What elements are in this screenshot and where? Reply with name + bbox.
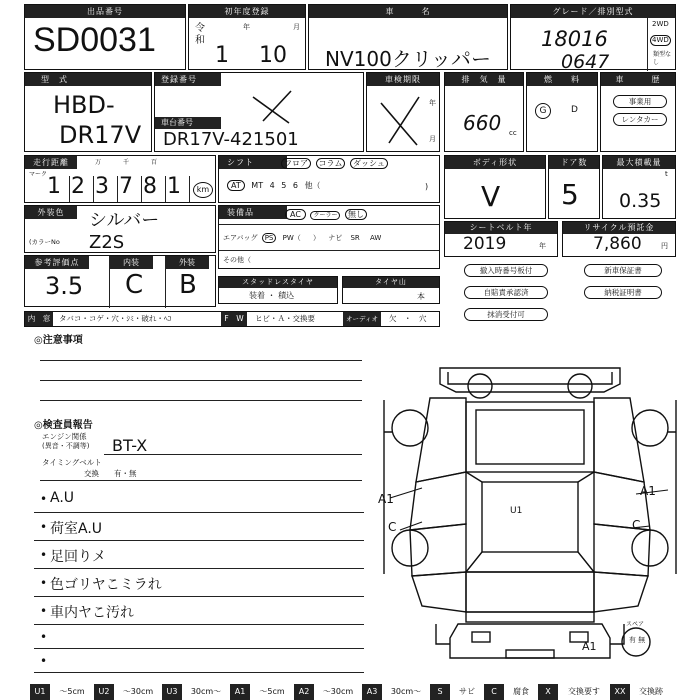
- equip-sr: SR: [350, 234, 360, 242]
- body-box: [444, 155, 546, 219]
- history-header: 車 歴: [601, 73, 675, 86]
- eval-exterior: B: [179, 270, 197, 300]
- recycle-value: 7,860: [593, 234, 642, 254]
- mileage-digit: 8: [143, 174, 157, 199]
- legend-key: U2: [94, 684, 114, 700]
- equip-other-label: その他（: [223, 256, 251, 264]
- registration-header: 登録番号: [155, 73, 221, 86]
- lot-number-box: [24, 4, 186, 70]
- fuel-box: [526, 72, 598, 152]
- equip-navi: ナビ: [328, 234, 343, 242]
- shift-other: 他（: [304, 181, 321, 190]
- body-header: ボディ形状: [445, 156, 545, 169]
- mileage-mark-label: マーク: [29, 171, 48, 178]
- engine-value: BT-X: [112, 436, 148, 455]
- equipment-row2: [223, 232, 381, 244]
- check-plate: 撤入時番号板付: [464, 264, 548, 277]
- load-unit: t: [665, 170, 668, 178]
- caution-title: ◎注意事項: [34, 335, 83, 346]
- legend-text: ～5cm: [59, 687, 85, 696]
- shift-5: 5: [281, 181, 287, 190]
- seatbelt-value: 2019: [463, 234, 507, 254]
- inspector-item: •: [34, 650, 364, 673]
- timing-label: タイミングベルト: [42, 458, 102, 467]
- legend-text: ～30cm: [322, 687, 354, 696]
- displacement-header: 排 気 量: [445, 73, 523, 86]
- shift-options-bottom: [227, 180, 321, 192]
- chassis-number: DR17V-421501: [163, 129, 299, 150]
- grade-type: 0647: [561, 51, 610, 73]
- recycle-box: [562, 221, 676, 257]
- inspector-title: ◎検査員報告: [34, 420, 93, 431]
- legend-key: C: [484, 684, 504, 700]
- color-code: Z2S: [89, 232, 125, 253]
- eval-interior: C: [125, 270, 144, 300]
- seatbelt-unit: 年: [539, 242, 546, 250]
- damage-mark: A1: [582, 640, 597, 653]
- eval-box: [24, 255, 216, 307]
- studless-box: [218, 276, 338, 304]
- eval-header: 参考評価点: [25, 256, 89, 269]
- mileage-digit: 1: [167, 174, 181, 199]
- shift-mt: MT: [251, 181, 264, 190]
- equipment-header: 装備品: [219, 206, 287, 219]
- check-insurance: 自賠責承認済: [464, 286, 548, 299]
- legend-key: S: [430, 684, 450, 700]
- mileage-digit: 3: [95, 174, 109, 199]
- equip-pw-close: ）: [312, 234, 320, 242]
- legend-text: ～30cm: [122, 687, 154, 696]
- legend-text: ～5cm: [259, 687, 285, 696]
- mileage-unit-hyaku: 百: [151, 159, 158, 166]
- check-deregister: 抹消受付可: [464, 308, 548, 321]
- mileage-unit: km: [193, 182, 213, 198]
- check-list: [444, 262, 676, 324]
- inspector-item: •: [34, 626, 364, 649]
- legend-key: A2: [294, 684, 314, 700]
- doors-header: ドア数: [549, 156, 599, 169]
- legend-key: A1: [230, 684, 250, 700]
- damage-legend: [30, 684, 670, 700]
- fw-label: F W: [221, 312, 247, 326]
- damage-mark: A1: [378, 492, 394, 506]
- inspection-header: 車検期限: [367, 73, 439, 86]
- equip-cooler: クーラー: [310, 211, 340, 220]
- grade-header: グレード／排別型式: [511, 5, 675, 18]
- mileage-unit-man: 万: [95, 159, 102, 166]
- equip-pw: PW（: [282, 234, 301, 242]
- shift-dash: ダッシュ: [350, 158, 388, 169]
- audio-label: オーディオ: [343, 312, 381, 326]
- shift-4: 4: [269, 181, 275, 190]
- shift-header: シフト: [219, 156, 287, 169]
- lot-number-header: 出品番号: [25, 5, 185, 18]
- car-name-header: 車 名: [309, 5, 507, 18]
- fuel-d: D: [571, 105, 578, 115]
- shift-at: AT: [227, 180, 245, 191]
- mileage-header: 走行距離: [25, 156, 77, 169]
- load-header: 最大積載量: [603, 156, 675, 169]
- body-value: V: [481, 180, 501, 213]
- inspection-cross: [377, 91, 427, 149]
- ext-color-box: [24, 205, 216, 253]
- damage-mark: U1: [510, 506, 523, 516]
- fuel-header: 燃 料: [527, 73, 597, 86]
- equip-ps: PS: [262, 233, 277, 243]
- tire-box: [342, 276, 440, 304]
- load-value: 0.35: [619, 190, 662, 212]
- drive-2wd: 2WD: [652, 20, 669, 28]
- drive-none: 類型なし: [653, 51, 672, 66]
- legend-key: X: [538, 684, 558, 700]
- mileage-digit: 1: [47, 174, 61, 199]
- shift-close-paren: ): [425, 182, 429, 191]
- inspector-item-text: 車内ヤこ汚れ: [50, 605, 134, 621]
- studless-options: 装着 ・ 積込: [249, 291, 295, 300]
- car-name: NV100クリッパー: [325, 47, 492, 71]
- load-box: [602, 155, 676, 219]
- mileage-digit: 7: [119, 174, 133, 199]
- first-reg-year: 1: [215, 43, 229, 68]
- timing-options: 有・無: [114, 469, 137, 478]
- displacement-unit: cc: [509, 129, 517, 137]
- history-business: 事業用: [613, 95, 667, 108]
- legend-text: サビ: [459, 687, 475, 696]
- studless-loaded: 積込: [278, 291, 295, 300]
- legend-key: XX: [610, 684, 630, 700]
- first-reg-month: 10: [259, 43, 287, 68]
- mileage-box: [24, 155, 216, 203]
- inspection-year-unit: 年: [429, 99, 436, 107]
- legend-key: A3: [362, 684, 382, 700]
- damage-mark: C: [632, 518, 641, 532]
- interior-marks-label: 内 窓: [25, 312, 53, 326]
- inspector-item: • 足回りメ: [34, 542, 364, 569]
- grade-code: 18016: [541, 27, 608, 51]
- grade-box: [510, 4, 676, 73]
- equip-none: 無し: [345, 209, 367, 220]
- model-header: 型 式: [25, 73, 151, 86]
- doors-box: [548, 155, 600, 219]
- displacement-value: 660: [463, 111, 502, 135]
- legend-text: 交換要す: [568, 687, 600, 696]
- interior-header: 内装: [109, 256, 153, 269]
- history-rental: レンタカー: [613, 113, 667, 126]
- first-reg-era: 令和: [195, 23, 205, 46]
- inspector-item: • A.U: [34, 486, 364, 513]
- first-reg-year-unit: 年: [243, 23, 250, 31]
- shift-6: 6: [292, 181, 299, 190]
- inspector-item: • 荷室A.U: [34, 514, 364, 541]
- damage-mark: C: [388, 520, 397, 534]
- check-warranty: 新車保証書: [584, 264, 662, 277]
- exterior-header: 外装: [165, 256, 209, 269]
- displacement-box: [444, 72, 524, 152]
- ext-color-value: シルバー: [89, 210, 160, 231]
- legend-text: 30cm～: [390, 687, 422, 696]
- studless-header: スタッドレスタイヤ: [219, 277, 337, 288]
- inspection-box: [366, 72, 440, 152]
- first-registration-box: [188, 4, 306, 70]
- lot-number: SD0031: [33, 21, 156, 59]
- shift-options-top: [281, 158, 388, 169]
- history-box: [600, 72, 676, 152]
- shift-floor: フロア: [281, 158, 311, 169]
- inspector-item: • 車内ヤこ汚れ: [34, 598, 364, 625]
- model-box: [24, 72, 152, 152]
- shift-column: コラム: [316, 158, 346, 169]
- recycle-header: リサイクル預託金: [563, 222, 675, 234]
- fuel-g: G: [535, 103, 551, 119]
- color-code-label: (カラーNo: [29, 238, 60, 246]
- equipment-row1: [285, 209, 367, 221]
- interior-marks: タバコ・コゲ・穴・ｼﾐ・破れ・ﾍｺ: [59, 314, 172, 323]
- registration-cross: [245, 87, 305, 127]
- tire-header: タイヤ山: [343, 277, 439, 288]
- equip-ac: AC: [285, 209, 306, 220]
- audio-marks: 欠 ・ 穴: [389, 314, 427, 323]
- spare-label: スペア: [626, 621, 645, 628]
- ext-color-header: 外装色: [25, 206, 77, 219]
- condition-strip: [24, 311, 440, 327]
- shift-box: [218, 155, 440, 203]
- inspector-item: • 色ゴリヤこミラれ: [34, 570, 364, 597]
- first-registration-header: 初年度登録: [189, 5, 305, 18]
- engine-label-1: エンジン関係: [42, 432, 87, 441]
- model-line1: HBD-: [53, 91, 115, 119]
- fw-marks: ヒビ・Ａ・交換要: [255, 314, 315, 323]
- first-reg-month-unit: 月: [293, 23, 300, 31]
- drive-4wd: 4WD: [652, 36, 669, 44]
- recycle-unit: 円: [661, 242, 668, 250]
- studless-mounted: 装着: [249, 291, 265, 300]
- inspector-item-text: 足回りメ: [50, 549, 106, 565]
- legend-text: 30cm～: [190, 687, 222, 696]
- model-line2: DR17V: [59, 121, 142, 149]
- inspector-item-text: A.U: [50, 490, 75, 506]
- engine-label-2: (異音・不調等): [42, 442, 90, 450]
- inspector-item-text: 色ゴリヤこミラれ: [50, 577, 162, 593]
- seatbelt-box: [444, 221, 558, 257]
- tire-unit: 本: [417, 292, 425, 301]
- legend-key: U1: [30, 684, 50, 700]
- seatbelt-header: シートベルト年: [445, 222, 557, 234]
- inspector-items: [34, 484, 364, 674]
- chassis-header: 車台番号: [155, 117, 221, 129]
- timing-exchange: 交換: [84, 469, 99, 478]
- car-name-box: [308, 4, 508, 70]
- equipment-box: [218, 205, 440, 269]
- mileage-unit-sen: 千: [123, 159, 130, 166]
- mileage-digit: 2: [71, 174, 85, 199]
- registration-box: [154, 72, 364, 152]
- damage-mark: A1: [640, 484, 656, 498]
- doors-value: 5: [561, 178, 579, 211]
- equip-airbag: エアバッグ: [223, 234, 258, 242]
- legend-text: 交換跡: [639, 687, 663, 696]
- inspection-month-unit: 月: [429, 135, 436, 143]
- eval-score: 3.5: [45, 272, 84, 300]
- equip-aw: AW: [370, 234, 382, 242]
- legend-key: U3: [162, 684, 182, 700]
- inspector-item-text: 荷室A.U: [50, 521, 103, 537]
- check-tax: 納税証明書: [584, 286, 662, 299]
- legend-text: 腐食: [513, 687, 529, 696]
- spare-value: 有 無: [628, 636, 646, 644]
